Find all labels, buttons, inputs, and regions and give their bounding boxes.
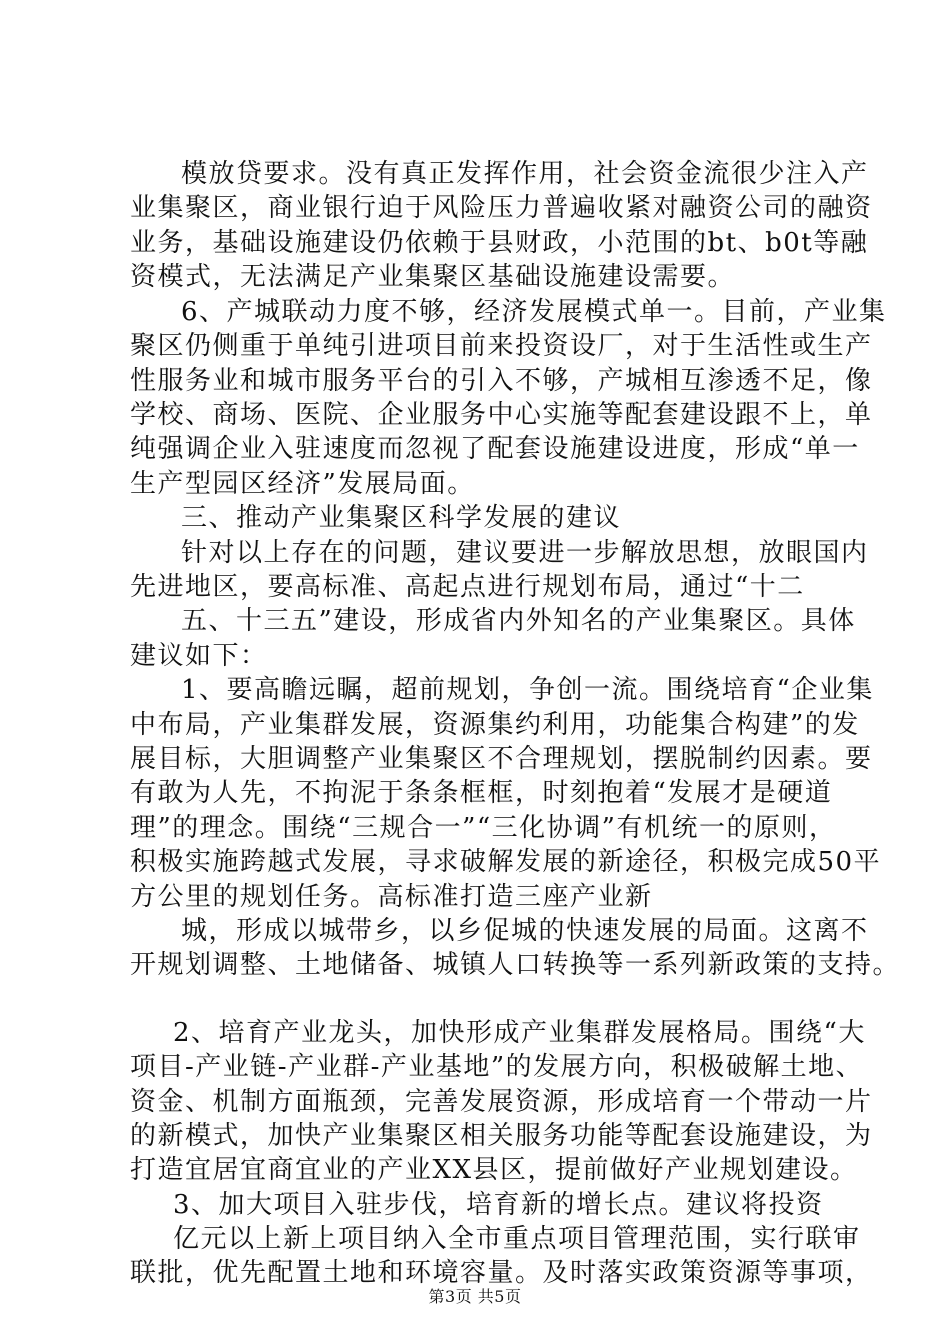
text-line: 亿元以上新上项目纳入全市重点项目管理范围，实行联审 (173, 1224, 861, 1254)
text-line: 展目标，大胆调整产业集聚区不合理规划，摆脱制约因素。要 (130, 744, 873, 774)
text-line: 学校、商场、医院、企业服务中心实施等配套建设跟不上，单 (130, 400, 873, 430)
page-footer: 第3页 共5页 (428, 1287, 522, 1306)
text-line: 业集聚区，商业银行迫于风险压力普遍收紧对融资公司的融资 (130, 193, 873, 223)
text-line: 先进地区，要高标准、高起点进行规划布局，通过“十二 (130, 572, 805, 602)
text-line: 性服务业和城市服务平台的引入不够，产城相互渗透不足，像 (130, 366, 873, 396)
text-line: 资金、机制方面瓶颈，完善发展资源，形成培育一个带动一片 (130, 1087, 873, 1117)
text-line: 2、培育产业龙头，加快形成产业集群发展格局。围绕“大 (173, 1018, 866, 1048)
text-line: 打造宜居宜商宜业的产业XX县区，提前做好产业规划建设。 (130, 1155, 858, 1185)
text-line: 项目-产业链-产业群-产业基地”的发展方向，积极破解土地、 (130, 1052, 864, 1082)
text-line: 五、十三五”建设，形成省内外知名的产业集聚区。具体 (181, 606, 856, 636)
text-line: 理”的理念。围绕“三规合一”“三化协调”有机统一的原则， (130, 813, 837, 843)
section-heading: 三、推动产业集聚区科学发展的建议 (181, 503, 622, 533)
text-line: 3、加大项目入驻步伐，培育新的增长点。建议将投资 (173, 1190, 824, 1220)
text-line: 联批，优先配置土地和环境容量。及时落实政策资源等事项， (130, 1258, 873, 1288)
text-line: 城，形成以城带乡，以乡促城的快速发展的局面。这离不 (181, 916, 869, 946)
text-line: 方公里的规划任务。高标准打造三座产业新 (130, 882, 653, 912)
text-line: 中布局，产业集群发展，资源集约利用，功能集合构建”的发 (130, 710, 860, 740)
text-line: 业务，基础设施建设仍依赖于县财政，小范围的bt、b0t等融 (130, 228, 869, 258)
text-line: 生产型园区经济”发展局面。 (130, 469, 475, 499)
text-line: 有敢为人先，不拘泥于条条框框，时刻抱着“发展才是硬道 (130, 778, 833, 808)
text-line: 建议如下： (130, 641, 268, 671)
text-line: 1、要高瞻远瞩，超前规划，争创一流。围绕培育“企业集 (181, 675, 874, 705)
text-line: 资模式，无法满足产业集聚区基础设施建设需要。 (130, 262, 736, 292)
text-line: 的新模式，加快产业集聚区相关服务功能等配套设施建设，为 (130, 1121, 873, 1151)
text-line: 聚区仍侧重于单纯引进项目前来投资设厂，对于生活性或生产 (130, 331, 873, 361)
text-line: 开规划调整、土地储备、城镇人口转换等一系列新政策的支持。 (130, 950, 901, 980)
text-line: 6、产城联动力度不够，经济发展模式单一。目前，产业集 (181, 297, 887, 327)
text-line: 针对以上存在的问题，建议要进一步解放思想，放眼国内 (181, 538, 869, 568)
text-line: 模放贷要求。没有真正发挥作用，社会资金流很少注入产 (181, 159, 869, 189)
text-line: 纯强调企业入驻速度而忽视了配套设施建设进度，形成“单一 (130, 434, 860, 464)
text-line: 积极实施跨越式发展，寻求破解发展的新途径，积极完成50平 (130, 847, 882, 877)
